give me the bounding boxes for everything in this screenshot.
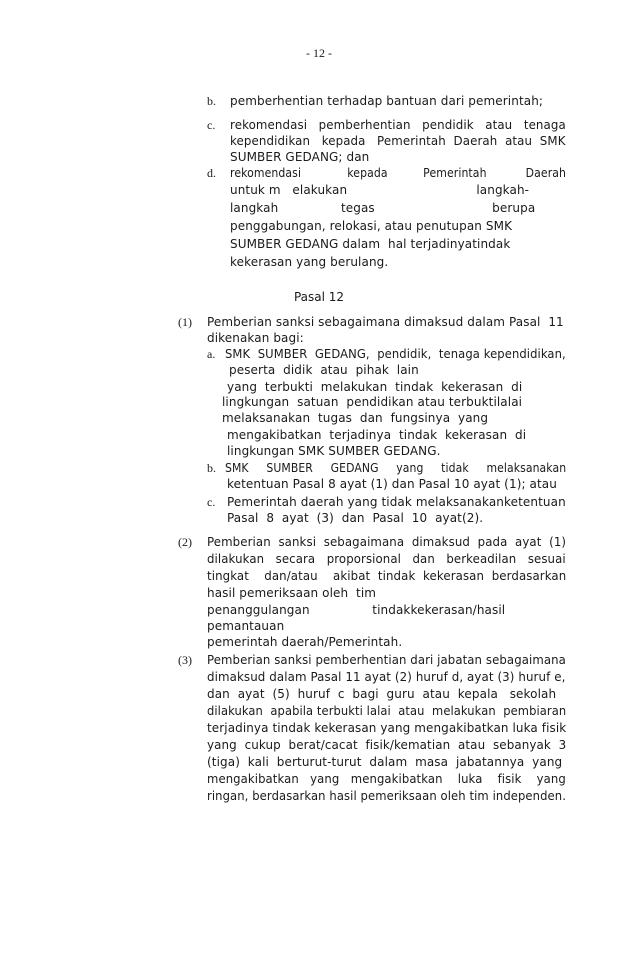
list-item-line: pemberhentian terhadap bantuan dari pemerintah; bbox=[230, 94, 544, 108]
page-number: - 12 - bbox=[306, 46, 332, 60]
ayat-line: terjadinya tindak kekerasan yang mengakibatkan luka fisik bbox=[207, 721, 567, 735]
list-marker: c. bbox=[207, 118, 216, 132]
sub-marker: c. bbox=[207, 495, 216, 509]
ayat-line: dilakukan apabila terbukti lalai atau melakukan pembiaran bbox=[207, 704, 567, 718]
sub-marker: b. bbox=[207, 461, 216, 475]
list-item-line: kekerasan yang berulang. bbox=[230, 255, 389, 269]
ayat-marker: (1) bbox=[178, 315, 192, 329]
ayat-line: dan ayat (5) huruf c bagi guru atau kepala sekolah bbox=[207, 687, 557, 701]
sub-line: peserta didik atau pihak lain bbox=[229, 363, 419, 377]
sub-line: SMK SUMBER GEDANG yang tidak melaksanakan bbox=[225, 461, 567, 475]
ayat-line: Pemberian sanksi sebagaimana dimaksud dalam Pasal 11 bbox=[207, 315, 564, 329]
ayat-line: mengakibatkan yang mengakibatkan luka fisik yang bbox=[207, 772, 566, 786]
list-marker: d. bbox=[207, 166, 216, 180]
sub-line: ketentuan Pasal 8 ayat (1) dan Pasal 10 ayat (1); atau bbox=[227, 477, 557, 491]
list-item-line: SUMBER GEDANG dalam hal terjadinyatindak bbox=[230, 237, 511, 251]
ayat-line: pemerintah daerah/Pemerintah. bbox=[207, 635, 403, 649]
ayat-line: dikenakan bagi: bbox=[207, 331, 304, 345]
ayat-marker: (2) bbox=[178, 535, 192, 549]
section-heading: Pasal 12 bbox=[293, 290, 345, 304]
ayat-line: dimaksud dalam Pasal 11 ayat (2) huruf d, ayat (3) huruf e, bbox=[207, 670, 566, 684]
sub-line: Pasal 8 ayat (3) dan Pasal 10 ayat(2). bbox=[227, 511, 484, 525]
list-item-line: penggabungan, relokasi, atau penutupan SMK bbox=[230, 219, 513, 233]
list-marker: b. bbox=[207, 94, 216, 108]
sub-line: mengakibatkan terjadinya tindak kekerasan di bbox=[227, 428, 527, 442]
ayat-line: penanggulangan tindakkekerasan/hasil bbox=[207, 603, 506, 617]
ayat-line: dilakukan secara proporsional dan berkeadilan sesuai bbox=[207, 552, 566, 566]
list-item-line: rekomendasi pemberhentian pendidik atau tenaga bbox=[230, 118, 566, 132]
ayat-line: pemantauan bbox=[207, 619, 285, 633]
ayat-line: Pemberian sanksi pemberhentian dari jabatan sebagaimana bbox=[207, 653, 566, 667]
list-item-line: langkah tegas berupa bbox=[230, 201, 536, 215]
ayat-line: tingkat dan/atau akibat tindak kekerasan berdasarkan bbox=[207, 569, 567, 583]
sub-line: Pemerintah daerah yang tidak melaksanakanketentuan bbox=[227, 495, 566, 509]
ayat-line: ringan, berdasarkan hasil pemeriksaan oleh tim independen. bbox=[207, 789, 566, 803]
sub-line: yang terbukti melakukan tindak kekerasan di bbox=[227, 380, 523, 394]
list-item-line: untuk m elakukan langkah- bbox=[230, 183, 530, 197]
list-item-line: kependidikan kepada Pemerintah Daerah atau SMK bbox=[230, 134, 566, 148]
sub-line: lingkungan SMK SUMBER GEDANG. bbox=[227, 444, 441, 458]
ayat-line: hasil pemeriksaan oleh tim bbox=[207, 586, 377, 600]
list-item-line: SUMBER GEDANG; dan bbox=[230, 150, 370, 164]
sub-line: SMK SUMBER GEDANG, pendidik, tenaga kependidikan, bbox=[225, 347, 566, 361]
list-item-line: rekomendasi kepada Pemerintah Daerah bbox=[230, 166, 567, 180]
ayat-line: yang cukup berat/cacat fisik/kematian atau sebanyak 3 bbox=[207, 738, 567, 752]
sub-line: lingkungan satuan pendidikan atau terbuktilalai bbox=[222, 395, 523, 409]
ayat-line: Pemberian sanksi sebagaimana dimaksud pada ayat (1) bbox=[207, 535, 567, 549]
sub-line: melaksanakan tugas dan fungsinya yang bbox=[222, 411, 489, 425]
ayat-marker: (3) bbox=[178, 653, 192, 667]
ayat-line: (tiga) kali berturut-turut dalam masa jabatannya yang bbox=[207, 755, 563, 769]
sub-marker: a. bbox=[207, 347, 216, 361]
